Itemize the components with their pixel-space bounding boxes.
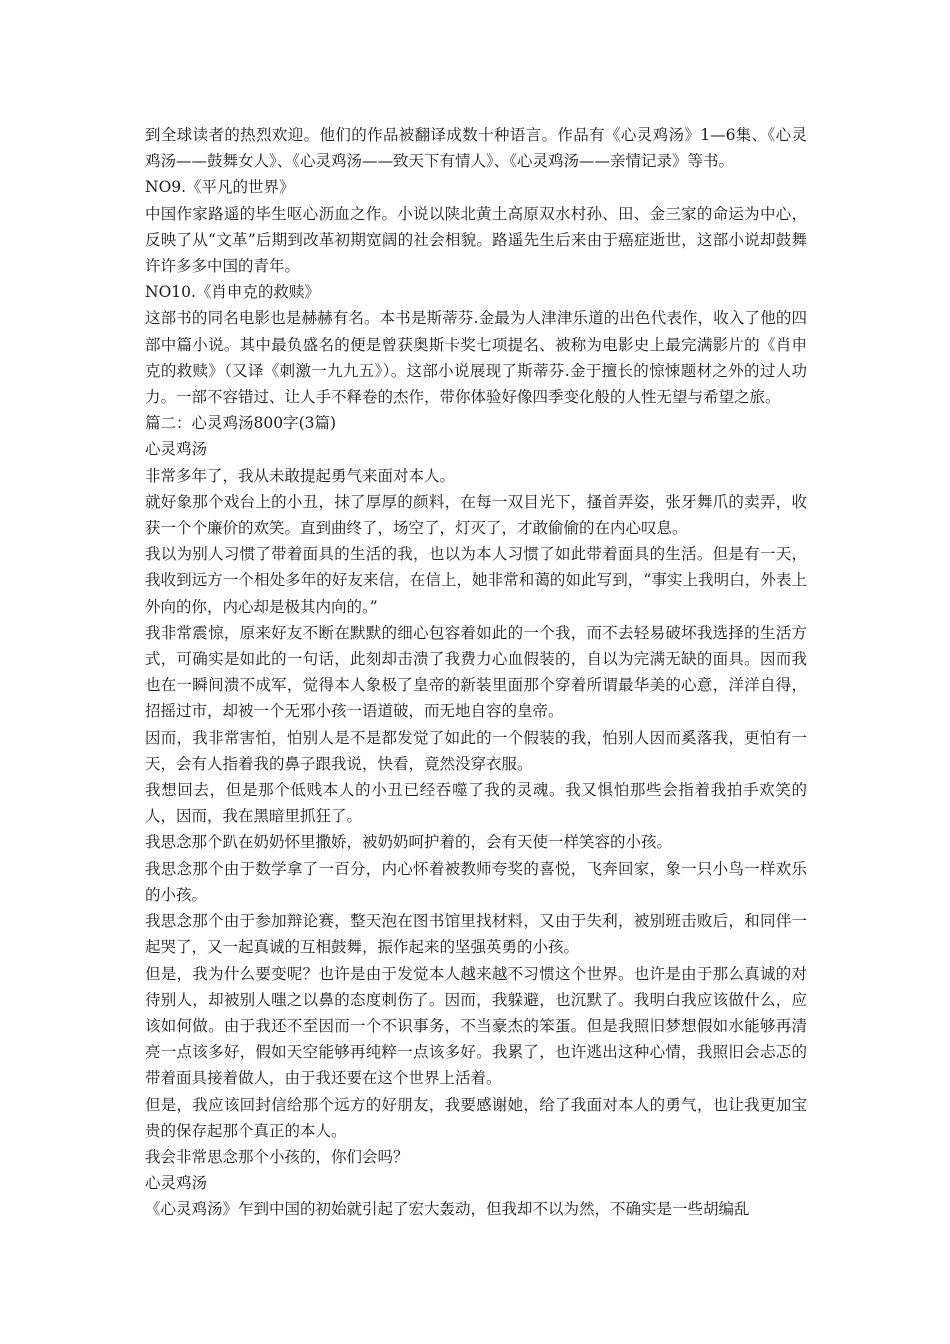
paragraph: 我会非常思念那个小孩的，你们会吗？ [145,1147,409,1166]
paragraph: 我非常震惊，原来好友不断在默默的细心包容着如此的一个我，而不去轻易破坏我选择的生活方式，可确实是如此的一句话，此刻却击溃了我费力心血假装的，自以为完满无缺的面具。因而我也在一瞬间溃不成军，觉得本人象极了皇帝的新装里面那个穿着所谓最华美的心意，洋洋自得，招摇过市，却被一个无邪小孩一语道破，而无地自容的皇帝。 [145,623,807,721]
paragraph: 我思念那个由于数学拿了一百分，内心怀着被教师夸奖的喜悦，飞奔回家，象一只小鸟一样欢乐的小孩。 [145,859,807,904]
article-title: 心灵鸡汤 [145,440,208,459]
paragraph: 中国作家路遥的毕生呕心沥血之作。小说以陕北黄土高原双水村孙、田、金三家的命运为中心，反映了从“文革”后期到改革初期宽阔的社会相貌。路遥先生后来由于癌症逝世，这部小说却鼓舞许许多多中国的青年。 [145,204,807,276]
paragraph: 《心灵鸡汤》乍到中国的初始就引起了宏大轰动，但我却不以为然，不确实是一些胡编乱 [145,1200,750,1219]
paragraph: 就好象那个戏台上的小丑，抹了厚厚的颜料，在每一双目光下，搔首弄姿，张牙舞爪的卖弄，收获一个个廉价的欢笑。直到曲终了，场空了，灯灭了，才敢偷偷的在内心叹息。 [145,492,807,538]
paragraph: 但是，我应该回封信给那个远方的好朋友，我要感谢她，给了我面对本人的勇气，也让我更加宝贵的保存起那个真正的本人。 [145,1095,807,1140]
paragraph: 但是，我为什么要变呢？也许是由于发觉本人越来越不习惯这个世界。也许是由于那么真诚的对待别人，却被别人嗤之以鼻的态度刺伤了。因而，我躲避，也沉默了。我明白我应该做什么，应该如何做。由于我还不至因而一个不识事务，不当豪杰的笨蛋。但是我照旧梦想假如水能够再清亮一点该多好，假如天空能够再纯粹一点该多好。我累了，也许逃出这种心情，我照旧会忐忑的带着面具接着做人，由于我还要在这个世界上活着。 [145,964,807,1088]
document-page [145,122,807,1223]
article-title: 心灵鸡汤 [145,1174,208,1193]
paragraph: 我以为别人习惯了带着面具的生活的我，也以为本人习惯了如此带着面具的生活。但是有一天，我收到远方一个相处多年的好友来信，在信上，她非常和蔼的如此写到，“事实上我明白，外表上外向的你，内心却是极其内向的。” [145,545,807,616]
section-heading-no9: NO9.《平凡的世界》 [145,178,295,197]
section-heading-no10: NO10.《肖申克的救赎》 [145,283,320,302]
paragraph: 我思念那个由于参加辩论赛，整天泡在图书馆里找材料，又由于失利，被别班击败后，和同伴一起哭了，又一起真诚的互相鼓舞，振作起来的坚强英勇的小孩。 [145,912,807,957]
paragraph: 到全球读者的热烈欢迎。他们的作品被翻译成数十种语言。作品有《心灵鸡汤》1—6集、《心灵鸡汤——鼓舞女人》、《心灵鸡汤——致天下有情人》、《心灵鸡汤——亲情记录》等书。 [145,126,807,171]
paragraph: 这部书的同名电影也是赫赫有名。本书是斯蒂芬.金最为人津津乐道的出色代表作，收入了他的四部中篇小说。其中最负盛名的便是曾获奥斯卡奖七项提名、被称为电影史上最完满影片的《肖申克的救赎》（又译《刺激一九九五》）。这部小说展现了斯蒂芬.金于擅长的惊悚题材之外的过人功力。一部不容错过、让人手不释卷的杰作，带你体验好像四季变化般的人性无望与希望之旅。 [145,309,807,407]
paragraph: 我想回去，但是那个低贱本人的小丑已经吞噬了我的灵魂。我又惧怕那些会指着我拍手欢笑的人，因而，我在黑暗里抓狂了。 [145,781,807,826]
chapter-heading: 篇二：心灵鸡汤800字(3篇) [145,414,337,433]
paragraph: 非常多年了，我从未敢提起勇气来面对本人。 [145,466,456,485]
paragraph: 我思念那个趴在奶奶怀里撒娇，被奶奶呵护着的，会有天使一样笑容的小孩。 [145,833,673,852]
paragraph: 因而，我非常害怕，怕别人是不是都发觉了如此的一个假装的我，怕别人因而奚落我，更怕有一天，会有人指着我的鼻子跟我说，快看，竟然没穿衣服。 [145,728,807,773]
